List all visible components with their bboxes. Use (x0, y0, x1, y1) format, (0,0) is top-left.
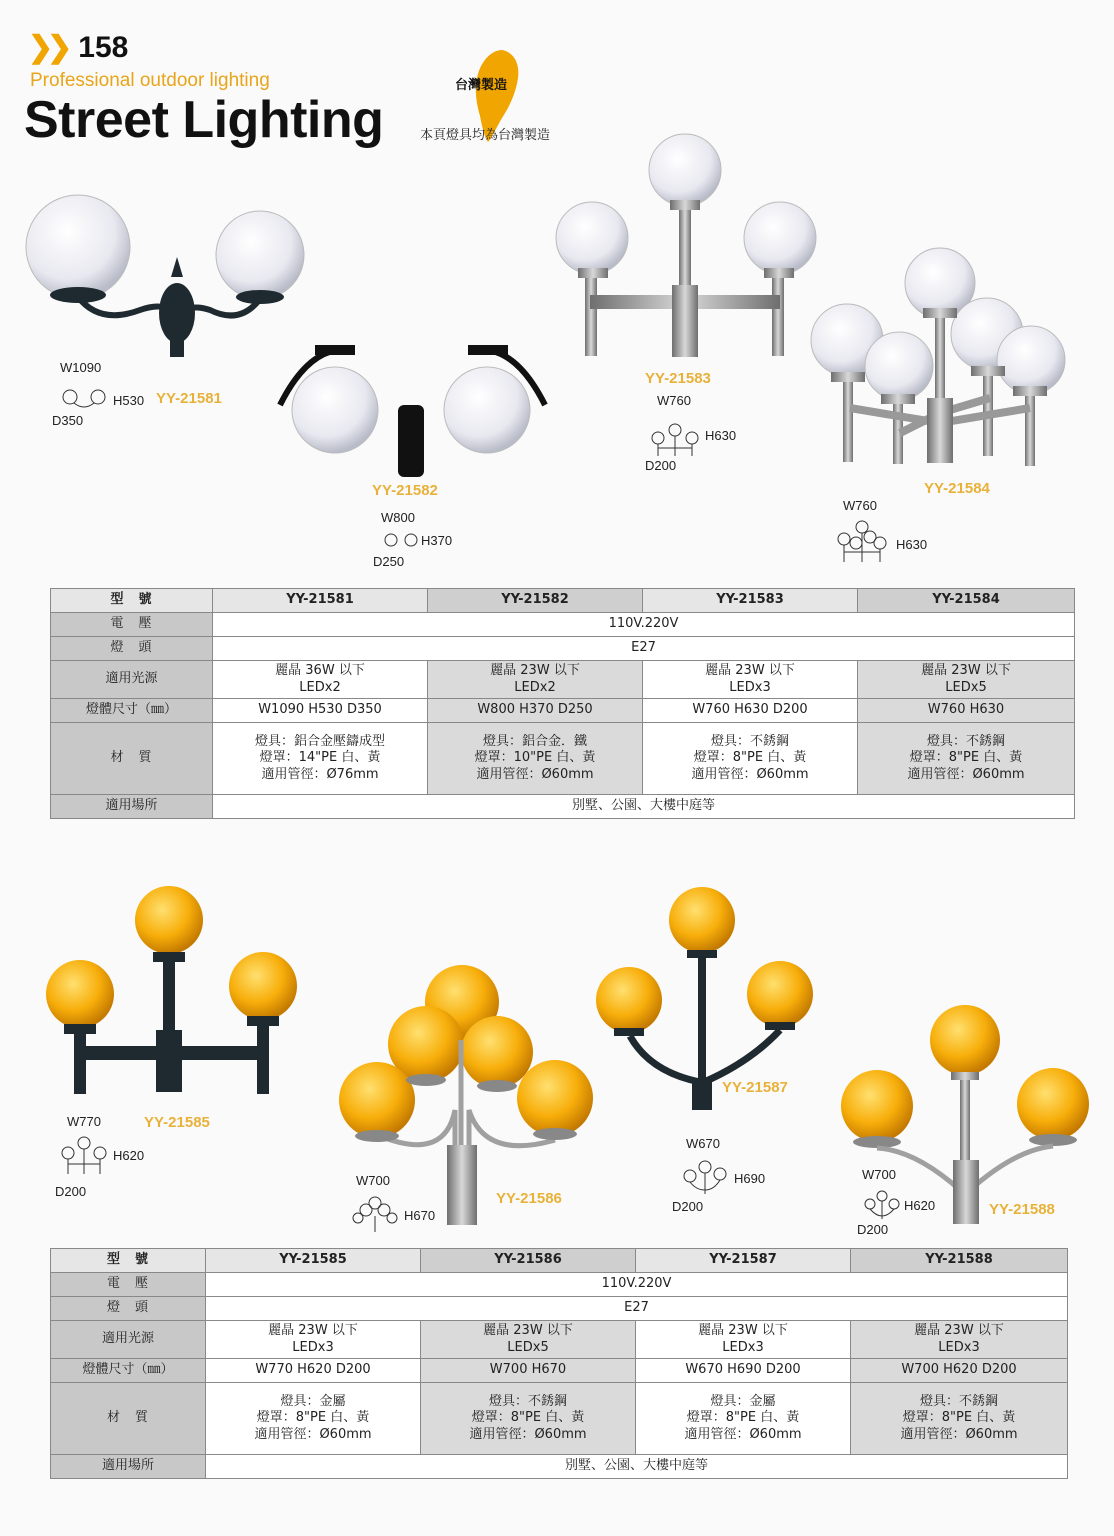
made-in-taiwan-label: 台灣製造 (455, 78, 508, 93)
table-cell: 麗晶 23W 以下 LEDx3 (851, 1321, 1068, 1359)
table-cell: W670 H690 D200 (636, 1359, 851, 1383)
table-cell: W760 H630 (858, 699, 1075, 723)
table-cell: W760 H630 D200 (643, 699, 858, 723)
row-label-material: 材 質 (51, 723, 213, 795)
product-image-yy-21581 (20, 185, 310, 360)
chevron-icon: ❯❯ (28, 31, 67, 64)
spec-table-2 (50, 1248, 1068, 1479)
model-label-yy-21588: YY-21588 (989, 1201, 1055, 1218)
model-label-yy-21583: YY-21583 (645, 370, 711, 387)
row-label-light-source: 適用光源 (51, 661, 213, 699)
row-label-socket: 燈 頭 (51, 1297, 206, 1321)
table-cell: YY-21588 (851, 1249, 1068, 1273)
table-cell: YY-21582 (428, 589, 643, 613)
model-label-yy-21584: YY-21584 (924, 480, 990, 497)
dim-diagram-icon (650, 422, 700, 458)
product-image-yy-21582 (270, 335, 555, 480)
table-row-material (51, 1383, 1068, 1455)
dim-depth-yy-21585: D200 (55, 1184, 87, 1199)
table-cell: 燈具：不銹鋼 燈罩：8"PE 白、黃 適用管徑：Ø60mm (851, 1383, 1068, 1455)
table-row-size (51, 1359, 1068, 1383)
table-cell: YY-21584 (858, 589, 1075, 613)
dim-height-yy-21582: H370 (421, 533, 453, 548)
dim-depth-yy-21581: D350 (52, 413, 84, 428)
dim-diagram-icon (352, 1196, 398, 1234)
table-row-socket (51, 637, 1075, 661)
table-cell: 燈具：金屬 燈罩：8"PE 白、黃 適用管徑：Ø60mm (636, 1383, 851, 1455)
table-cell: W800 H370 D250 (428, 699, 643, 723)
dim-width-yy-21586: W700 (356, 1173, 390, 1188)
row-label-material: 材 質 (51, 1383, 206, 1455)
row-label-model: 型 號 (51, 589, 213, 613)
table-cell: E27 (213, 637, 1075, 661)
dim-width-yy-21583: W760 (657, 393, 691, 408)
table-row-location (51, 1455, 1068, 1479)
product-image-yy-21587 (590, 882, 820, 1112)
table-cell: 110V.220V (213, 613, 1075, 637)
table-cell: YY-21587 (636, 1249, 851, 1273)
table-cell: 110V.220V (206, 1273, 1068, 1297)
dim-diagram-icon (836, 520, 888, 564)
table-cell: W700 H670 (421, 1359, 636, 1383)
dim-width-yy-21585: W770 (67, 1114, 101, 1129)
table-cell: YY-21583 (643, 589, 858, 613)
dim-depth-yy-21587: D200 (672, 1199, 704, 1214)
model-label-yy-21581: YY-21581 (156, 390, 222, 407)
model-label-yy-21586: YY-21586 (496, 1190, 562, 1207)
table-row-voltage (51, 1273, 1068, 1297)
dim-width-yy-21581: W1090 (60, 360, 102, 375)
page-number: ❯❯ 158 (28, 31, 129, 64)
table-row-model (51, 1249, 1068, 1273)
table-row-location (51, 795, 1075, 819)
table-row-light-source (51, 661, 1075, 699)
table-cell: 燈具：不銹鋼 燈罩：8"PE 白、黃 適用管徑：Ø60mm (643, 723, 858, 795)
table-cell: 麗晶 23W 以下 LEDx2 (428, 661, 643, 699)
dim-diagram-icon (60, 385, 108, 413)
table-cell: 麗晶 23W 以下 LEDx5 (858, 661, 1075, 699)
model-label-yy-21585: YY-21585 (144, 1114, 210, 1131)
model-label-yy-21582: YY-21582 (372, 482, 438, 499)
table-cell: E27 (206, 1297, 1068, 1321)
dim-depth-yy-21583: D200 (645, 458, 677, 473)
dim-depth-yy-21588: D200 (857, 1222, 889, 1237)
table-row-material (51, 723, 1075, 795)
row-label-voltage: 電 壓 (51, 1273, 206, 1297)
table-cell: 別墅、公園、大樓中庭等 (213, 795, 1075, 819)
table-cell: 麗晶 23W 以下 LEDx3 (643, 661, 858, 699)
dim-width-yy-21588: W700 (862, 1167, 896, 1182)
table-cell: 燈具：鋁合金壓鑄成型 燈罩：14"PE 白、黃 適用管徑：Ø76mm (213, 723, 428, 795)
row-label-light-source: 適用光源 (51, 1321, 206, 1359)
dim-height-yy-21584: H630 (896, 537, 928, 552)
row-label-location: 適用場所 (51, 1455, 206, 1479)
table-cell: 別墅、公園、大樓中庭等 (206, 1455, 1068, 1479)
dim-height-yy-21583: H630 (705, 428, 737, 443)
table-cell: 麗晶 23W 以下 LEDx3 (636, 1321, 851, 1359)
made-in-taiwan-note: 本頁燈具均為台灣製造 (420, 128, 551, 143)
dim-diagram-icon (383, 530, 419, 550)
table-cell: YY-21585 (206, 1249, 421, 1273)
dim-height-yy-21581: H530 (113, 393, 145, 408)
table-cell: 麗晶 23W 以下 LEDx3 (206, 1321, 421, 1359)
table-row-socket (51, 1297, 1068, 1321)
table-cell: 燈具：金屬 燈罩：8"PE 白、黃 適用管徑：Ø60mm (206, 1383, 421, 1455)
table-row-size (51, 699, 1075, 723)
row-label-size: 燈體尺寸（㎜） (51, 1359, 206, 1383)
table-cell: W1090 H530 D350 (213, 699, 428, 723)
dim-height-yy-21586: H670 (404, 1208, 436, 1223)
product-image-yy-21583 (550, 130, 820, 360)
page-subtitle: Professional outdoor lighting (30, 70, 270, 91)
dim-height-yy-21587: H690 (734, 1171, 766, 1186)
dim-height-yy-21585: H620 (113, 1148, 145, 1163)
spec-table-1 (50, 588, 1075, 819)
table-cell: 麗晶 23W 以下 LEDx5 (421, 1321, 636, 1359)
table-row-light-source (51, 1321, 1068, 1359)
product-image-yy-21585 (40, 880, 310, 1100)
row-label-socket: 燈 頭 (51, 637, 213, 661)
table-cell: 燈具：不銹鋼 燈罩：8"PE 白、黃 適用管徑：Ø60mm (421, 1383, 636, 1455)
dim-diagram-icon (60, 1136, 108, 1176)
row-label-size: 燈體尺寸（㎜） (51, 699, 213, 723)
table-cell: W770 H620 D200 (206, 1359, 421, 1383)
dim-height-yy-21588: H620 (904, 1198, 936, 1213)
table-row-model (51, 589, 1075, 613)
dim-depth-yy-21582: D250 (373, 554, 405, 569)
dim-width-yy-21582: W800 (381, 510, 415, 525)
row-label-voltage: 電 壓 (51, 613, 213, 637)
dim-diagram-icon (864, 1190, 900, 1220)
table-cell: 燈具：不銹鋼 燈罩：8"PE 白、黃 適用管徑：Ø60mm (858, 723, 1075, 795)
model-label-yy-21587: YY-21587 (722, 1079, 788, 1096)
table-cell: W700 H620 D200 (851, 1359, 1068, 1383)
dim-width-yy-21584: W760 (843, 498, 877, 513)
page-title: Street Lighting (24, 91, 384, 149)
row-label-model: 型 號 (51, 1249, 206, 1273)
dim-width-yy-21587: W670 (686, 1136, 720, 1151)
table-cell: YY-21586 (421, 1249, 636, 1273)
product-image-yy-21584 (805, 248, 1070, 470)
table-cell: 燈具：鋁合金．鐵 燈罩：10"PE 白、黃 適用管徑：Ø60mm (428, 723, 643, 795)
table-row-voltage (51, 613, 1075, 637)
dim-diagram-icon (682, 1160, 728, 1196)
row-label-location: 適用場所 (51, 795, 213, 819)
table-cell: YY-21581 (213, 589, 428, 613)
table-cell: 麗晶 36W 以下 LEDx2 (213, 661, 428, 699)
